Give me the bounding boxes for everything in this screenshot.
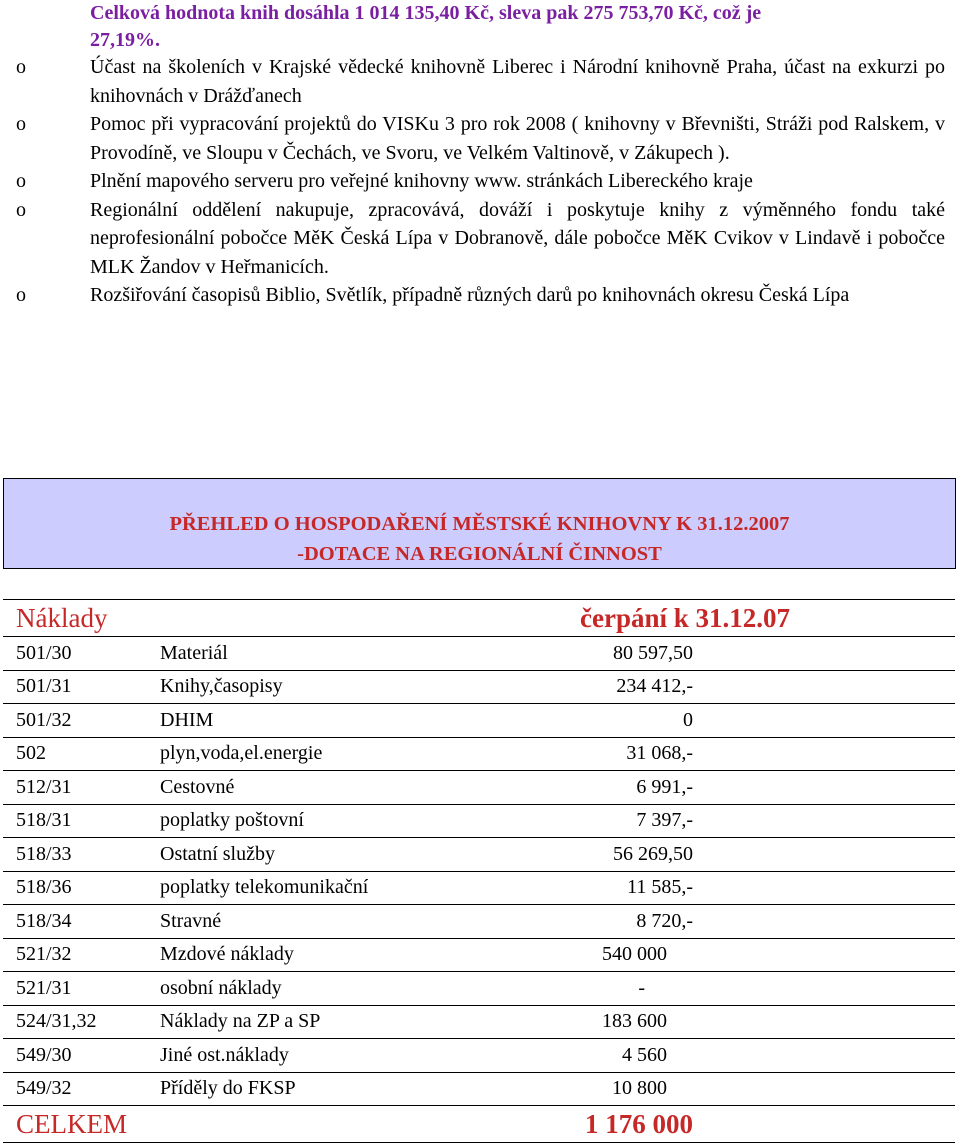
list-item-text: Plnění mapového serveru pro veřejné knihovny www. stránkách Libereckého kraje (90, 170, 753, 192)
row-label: Mzdové náklady (160, 938, 580, 972)
header-drawdown: čerpání k 31.12.07 (580, 600, 955, 637)
table-row (3, 670, 955, 704)
row-label: Knihy,časopisy (160, 670, 580, 704)
list-item-text: Rozšiřování časopisů Biblio, Světlík, případně různých darů po knihovnách okresu Česká Lípa (90, 284, 850, 306)
row-code: 501/32 (3, 704, 160, 738)
table-row (3, 804, 955, 838)
row-value: 8 720,- (580, 905, 955, 939)
row-label: Příděly do FKSP (160, 1072, 580, 1106)
row-value: 183 600 (580, 1005, 955, 1039)
row-value: 540 000 (580, 938, 955, 972)
table-row (3, 704, 955, 738)
row-label: DHIM (160, 704, 580, 738)
list-item (0, 167, 945, 196)
row-code: 524/31,32 (3, 1005, 160, 1039)
table-row (3, 1005, 955, 1039)
intro-line-1: Celková hodnota knih dosáhla 1 014 135,40 Kč, sleva pak 275 753,70 Kč, což je (90, 2, 762, 24)
list-item-text: Pomoc při vypracování projektů do VISKu 3 pro rok 2008 ( knihovny v Břevništi, Stráži pod Ralskem, v Provodíně, ve Sloupu v Čechách, ve Svoru, ve Velkém Valtinově, v Zákupech ). (90, 113, 945, 164)
list-item (0, 281, 945, 310)
table-row (3, 838, 955, 872)
row-value: 7 397,- (580, 804, 955, 838)
row-label: Cestovné (160, 771, 580, 805)
row-label: Ostatní služby (160, 838, 580, 872)
row-value: 11 585,- (580, 871, 955, 905)
section-banner (3, 478, 956, 569)
list-item (0, 53, 945, 110)
row-label: plyn,voda,el.energie (160, 737, 580, 771)
table-total-row (3, 1106, 955, 1143)
banner-title: PŘEHLED O HOSPODAŘENÍ MĚSTSKÉ KNIHOVNY K 31.12.2007 (169, 513, 790, 535)
row-code: 518/33 (3, 838, 160, 872)
row-code: 501/30 (3, 637, 160, 671)
row-label: osobní náklady (160, 972, 580, 1006)
row-label: Materiál (160, 637, 580, 671)
list-item-text: Účast na školeních v Krajské vědecké knihovně Liberec i Národní knihovně Praha, účast na exkurzi po knihovnách v Drážďanech (90, 56, 945, 107)
row-code: 549/30 (3, 1039, 160, 1073)
intro-paragraph (90, 0, 943, 54)
table-row (3, 737, 955, 771)
row-code: 521/31 (3, 972, 160, 1006)
table-row (3, 637, 955, 671)
row-value: 31 068,- (580, 737, 955, 771)
row-value: 80 597,50 (580, 637, 955, 671)
table-row (3, 972, 955, 1006)
table-row (3, 938, 955, 972)
row-label: Náklady na ZP a SP (160, 1005, 580, 1039)
row-value: 10 800 (580, 1072, 955, 1106)
row-code: 549/32 (3, 1072, 160, 1106)
list-item (0, 196, 945, 282)
bullet-marker: o (16, 284, 26, 306)
banner-subtitle: -DOTACE NA REGIONÁLNÍ ČINNOST (297, 543, 662, 565)
table-row (3, 1039, 955, 1073)
bullet-marker: o (16, 198, 26, 221)
row-value: 0 (580, 704, 955, 738)
activity-list (0, 53, 945, 310)
row-code: 512/31 (3, 771, 160, 805)
row-code: 518/36 (3, 871, 160, 905)
table-row (3, 771, 955, 805)
header-costs: Náklady (3, 600, 580, 637)
row-value: 56 269,50 (580, 838, 955, 872)
bullet-marker: o (16, 56, 26, 78)
row-value: 6 991,- (580, 771, 955, 805)
costs-table (3, 599, 955, 1143)
row-code: 521/32 (3, 938, 160, 972)
row-label: poplatky poštovní (160, 804, 580, 838)
table-row (3, 871, 955, 905)
row-code: 518/31 (3, 804, 160, 838)
total-value: 1 176 000 (580, 1106, 955, 1143)
row-label: poplatky telekomunikační (160, 871, 580, 905)
bullet-marker: o (16, 170, 26, 192)
list-item (0, 110, 945, 167)
table-row (3, 905, 955, 939)
row-code: 501/31 (3, 670, 160, 704)
bullet-marker: o (16, 113, 26, 135)
list-item-text: Regionální oddělení nakupuje, zpracovává, dováží i poskytuje knihy z výměnného fondu také neprofesionální pobočce MěK Česká Lípa v Dobranově, dále pobočce MěK Cvikov v Lindavě i pobočce MLK Žandov v Heřmanicích. (90, 198, 945, 278)
total-label: CELKEM (3, 1106, 580, 1143)
row-label: Stravné (160, 905, 580, 939)
row-code: 518/34 (3, 905, 160, 939)
table-header-row (3, 600, 955, 637)
row-label: Jiné ost.náklady (160, 1039, 580, 1073)
table-row (3, 1072, 955, 1106)
row-code: 502 (3, 737, 160, 771)
intro-line-2: 27,19%. (90, 29, 160, 51)
row-value: - (580, 972, 955, 1006)
row-value: 4 560 (580, 1039, 955, 1073)
row-value: 234 412,- (580, 670, 955, 704)
